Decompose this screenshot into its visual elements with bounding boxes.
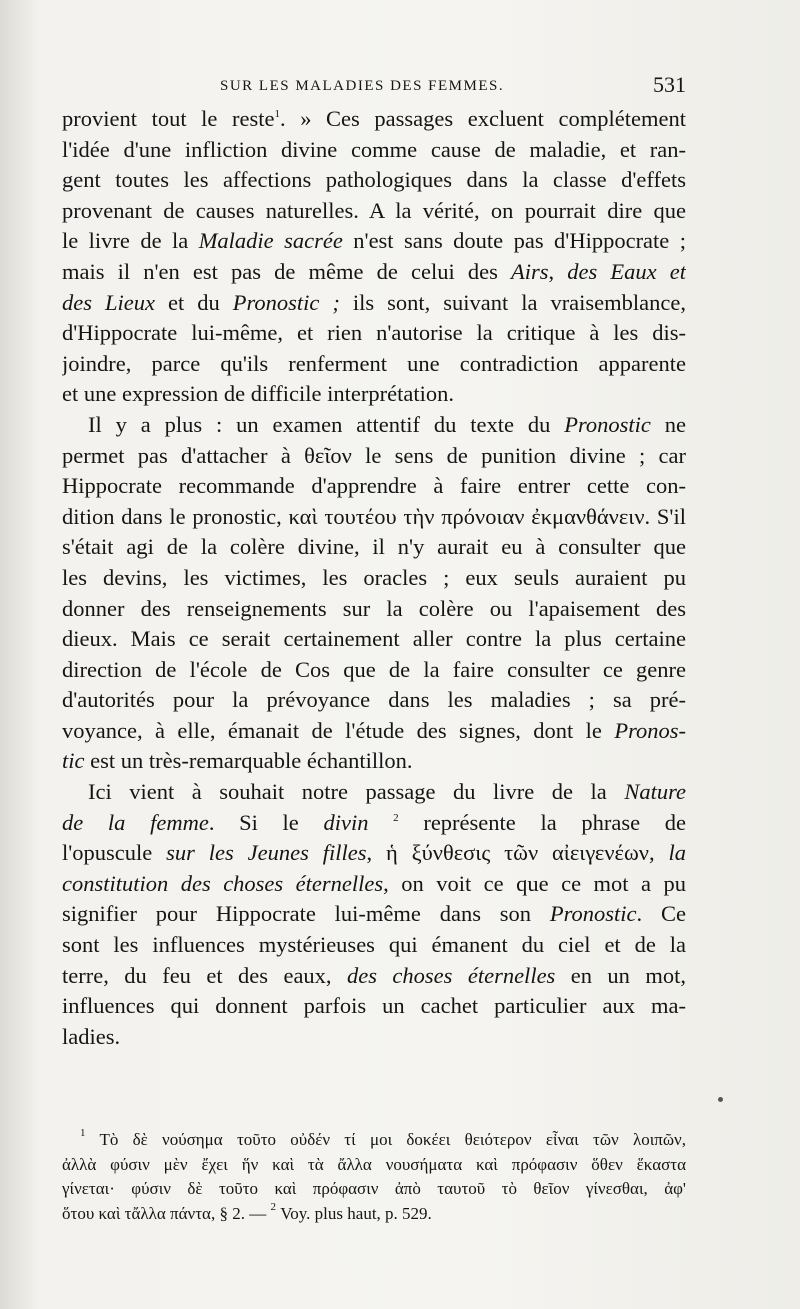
running-title: SUR LES MALADIES DES FEMMES. [220,78,505,94]
book-title-nature: Nature [624,779,686,805]
text-line: de la femme. Si le divin $^2$ représente la phrase de [62,809,686,835]
book-title-jeunes-filles: sur les Jeunes filles [166,840,367,866]
text-line: permet pas d'attacher à θεῖον le sens de punition divine ; car [62,442,686,468]
footnote-line: $^1$ Τὸ δὲ νούσημα τοῦτο οὐδέν τί μοι δοκέει θειότερον εἶναι τῶν λοιπῶν, [80,1128,686,1149]
book-title-pronostic: Pronostic [549,901,637,927]
text-line: Il y a plus : un examen attentif du texte du Pronostic ne [88,411,686,437]
text-line: influences qui donnent parfois un cachet particulier aux ma- [62,993,686,1019]
footnote-marker-2: 2 [270,1201,276,1213]
text-line: provenant de causes naturelles. A la vérité, on pourrait dire que [62,197,686,223]
paragraph-1 [62,104,686,410]
text-line: signifier pour Hippocrate lui-même dans son Pronostic. Ce [62,901,686,927]
text-line: provient tout le reste$^1$. » Ces passages excluent complétement [62,106,686,131]
text-line: terre, du feu et des eaux, des choses éternelles en un mot, [62,962,686,988]
main-text [62,104,686,1052]
text-line: l'idée d'une infliction divine comme cause de maladie, et ran- [62,136,686,162]
book-title-pronostic: Pronos- [614,717,686,743]
text-line: Ici vient à souhait notre passage du livre de la Nature [88,779,686,805]
text-line: d'Hippocrate lui-même, et rien n'autorise la critique à les dis- [62,320,686,346]
footnotes [62,1128,686,1226]
text-line: voyance, à elle, émanait de l'étude des signes, dont le Pronos- [62,717,686,743]
book-title-lieux: des Lieux [62,289,155,315]
text-line: les devins, les victimes, les oracles ; eux seuls auraient pu [62,564,686,590]
footnote-line: ἀλλὰ φύσιν μὲν ἔχει ἥν καὶ τὰ ἄλλα νουσήματα καὶ πρόφασιν ὅθεν ἕκαστα [62,1154,686,1174]
footnote-marker-1: 1 [80,1128,86,1139]
text-line: d'autorités pour la prévoyance dans les maladies ; sa pré- [62,687,686,713]
text-line: dieux. Mais ce serait certainement aller contre la plus certaine [62,626,686,652]
paragraph-3 [62,777,686,1052]
book-title-airs: Airs [511,258,549,284]
text-line: dition dans le pronostic, καὶ τουτέου τὴν πρόνοιαν ἐκμανθάνειν. S'il [62,503,686,529]
text-line: joindre, parce qu'ils renferment une contradiction apparente [62,350,686,376]
text-line: et une expression de difficile interprétation. [62,381,454,407]
text-line: tic est un très-remarquable échantillon. [62,748,413,774]
footnote-ref-2: 2 [393,811,399,824]
text-line: Hippocrate recommande d'apprendre à faire entrer cette con- [62,473,686,499]
text-line: constitution des choses éternelles, on voit ce que ce mot a pu [62,870,686,896]
text-line: le livre de la Maladie sacrée n'est sans doute pas d'Hippocrate ; [62,228,686,254]
book-title-pronostic: Pronostic ; [232,289,340,315]
phrase-choses-eternelles: des choses éternelles [347,962,556,988]
text-line: ladies. [62,1023,121,1049]
footnote-ref-1: 1 [274,108,280,120]
book-title-pronostic: Pronostic [564,411,651,437]
text-line: direction de l'école de Cos que de la faire consulter ce genre [62,656,686,682]
paragraph-2 [62,410,686,777]
text-line: des Lieux et du Pronostic ; ils sont, suivant la vraisemblance, [62,289,686,315]
phrase-choses-eternelles: constitution des choses éternelles [62,870,384,896]
page-number: 531 [653,72,686,97]
footnote-line: ὅτου καὶ τἄλλα πάντα, § 2. — $^2$ Voy. plus haut, p. 529. [62,1201,432,1223]
footnote-line: γίνεται· φύσιν δὲ τοῦτο καὶ πρόφασιν ἀπὸ ταυτοῦ τὸ θεῖον γίνεσθαι, ἀφ' [62,1179,686,1198]
book-title-femme: de la femme [62,809,209,835]
book-title-maladie-sacree: Maladie sacrée [198,228,343,254]
term-divin: divin [323,809,369,835]
text-line: mais il n'en est pas de même de celui des Airs, des Eaux et [62,258,686,284]
text-line: l'opuscule sur les Jeunes filles, ἡ ξύνθεσις τῶν αἰειγενέων, la [62,840,686,866]
text-line: donner des renseignements sur la colère ou l'apaisement des [62,595,686,621]
book-title-pronostic: tic [62,748,85,774]
text-line: s'était agi de la colère divine, il n'y aurait eu à consulter que [62,534,686,560]
book-title-eaux: des Eaux et [567,258,686,284]
ink-speck [718,1097,723,1102]
text-line: sont les influences mystérieuses qui émanent du ciel et de la [62,932,686,958]
text-line: gent toutes les affections pathologiques dans la classe d'effets [62,167,686,193]
page-header [62,74,686,102]
